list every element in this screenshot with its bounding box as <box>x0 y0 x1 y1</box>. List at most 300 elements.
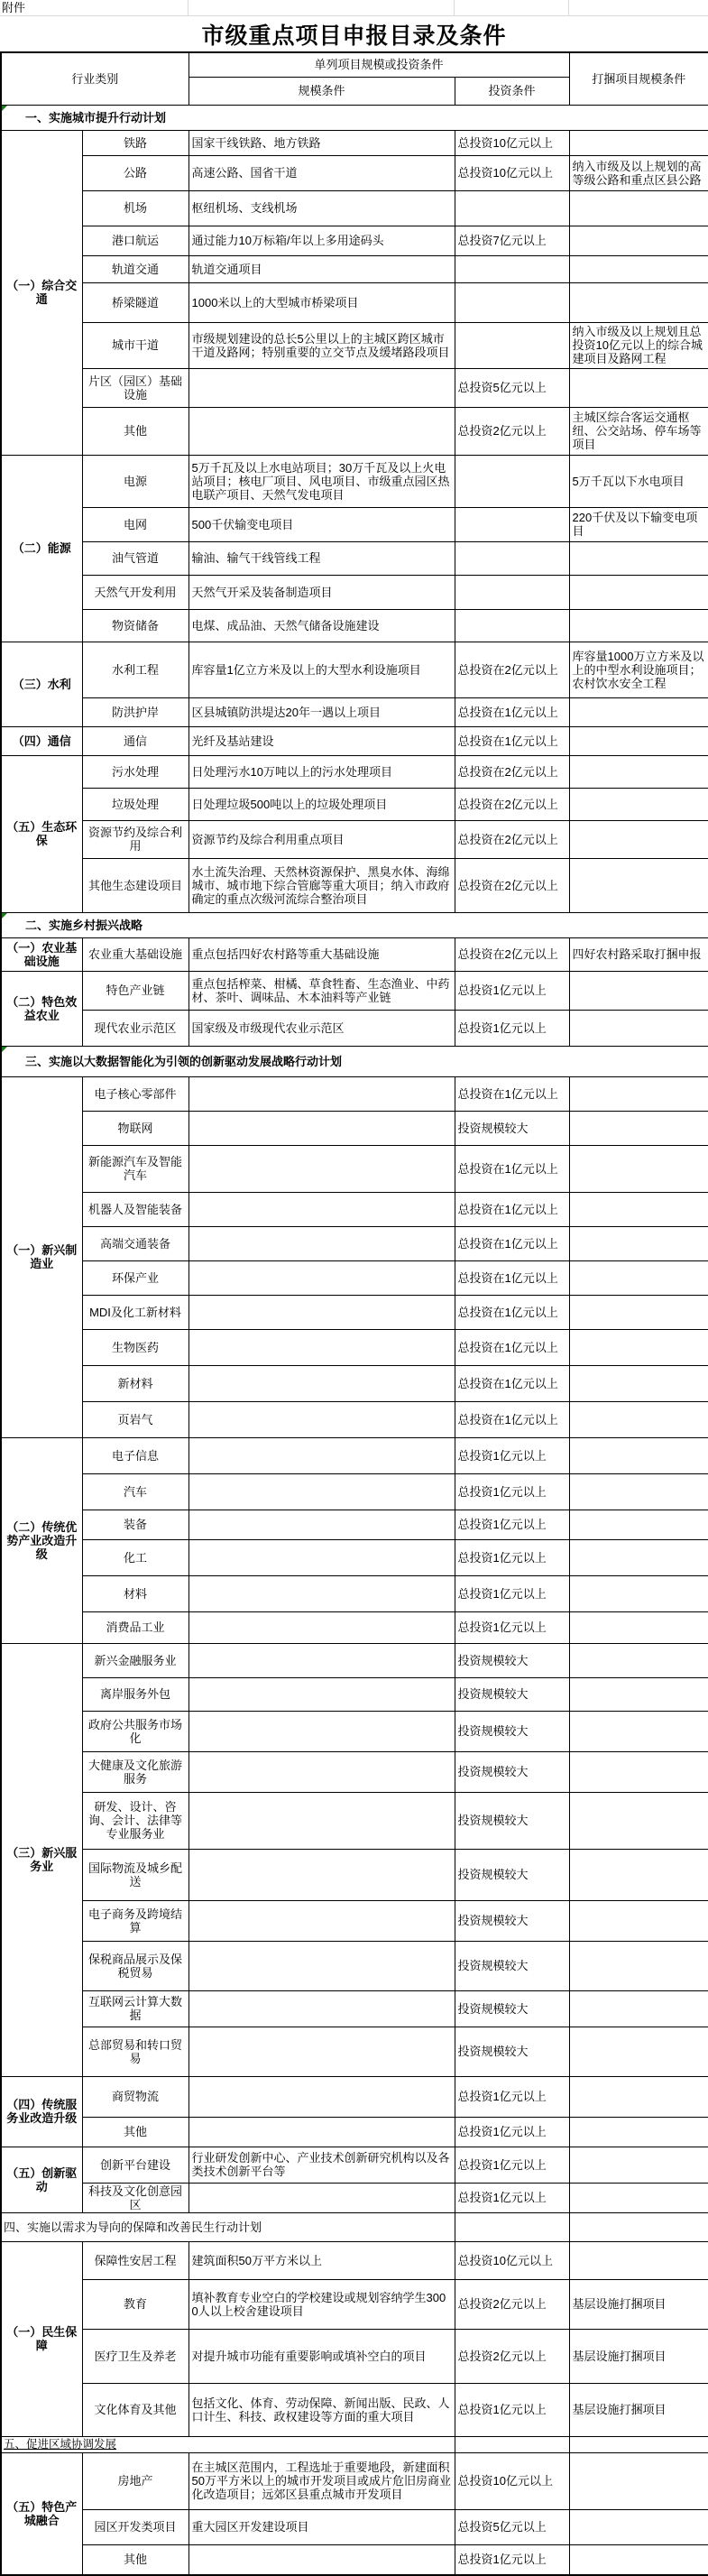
cell-scale: 500千伏输变电项目 <box>188 507 455 541</box>
cell-investment: 总投资1亿元以上 <box>455 1611 569 1643</box>
cell-scale: 国家级及市级现代农业示范区 <box>188 1010 455 1046</box>
header-industry-category: 行业类别 <box>1 52 188 105</box>
section-title: 二、实施乡村振兴战略 <box>1 912 708 937</box>
table-row <box>1 368 708 407</box>
section-title: 四、实施以需求为导向的保障和改善民生行动计划 <box>1 2212 455 2241</box>
cell-investment: 总投资10亿元以上 <box>455 155 569 190</box>
cell-category: 互联网云计算大数据 <box>82 1990 188 2027</box>
cell-bundle <box>569 541 708 575</box>
table-row <box>1 2027 708 2076</box>
cell-bundle <box>569 282 708 322</box>
cell-category: 页岩气 <box>82 1401 188 1437</box>
cell-scale <box>188 1111 455 1145</box>
cell-bundle <box>569 2076 708 2117</box>
cell-investment: 总投资1亿元以上 <box>455 2117 569 2147</box>
cell-category: 材料 <box>82 1575 188 1611</box>
cell-scale <box>188 1792 455 1849</box>
cell-bundle <box>569 1611 708 1643</box>
cell-scale <box>188 1849 455 1900</box>
cell-scale <box>188 1575 455 1611</box>
cell-bundle <box>569 1849 708 1900</box>
cell-category: 电网 <box>82 507 188 541</box>
cell-investment: 总投资在1亿元以上 <box>455 1295 569 1329</box>
cell-bundle <box>569 575 708 609</box>
table-row <box>1 1510 708 1539</box>
cell-category: 新材料 <box>82 1365 188 1401</box>
cell-category: 新兴金融服务业 <box>82 1643 188 1677</box>
cell-bundle: 主城区综合客运交通枢纽、公交站场、停车场等项目 <box>569 407 708 455</box>
table-row <box>1 1401 708 1437</box>
cell-bundle <box>569 130 708 155</box>
table-row <box>1 190 708 226</box>
group-cell: （二）能源 <box>1 455 82 642</box>
cell-investment <box>455 190 569 226</box>
cell-bundle <box>569 971 708 1010</box>
cell-bundle: 纳入市级及以上规划的高等级公路和重点区县公路 <box>569 155 708 190</box>
cell-scale: 国家干线铁路、地方铁路 <box>188 130 455 155</box>
cell-investment: 总投资10亿元以上 <box>455 130 569 155</box>
cell-category: 消费品工业 <box>82 1611 188 1643</box>
cell-bundle <box>569 1401 708 1437</box>
cell-category: 其他 <box>82 407 188 455</box>
cell-investment: 总投资在2亿元以上 <box>455 937 569 971</box>
cell-category: 物联网 <box>82 1111 188 1145</box>
cell-scale <box>188 1365 455 1401</box>
section-title: 一、实施城市提升行动计划 <box>1 105 708 130</box>
cell-category: 垃圾处理 <box>82 788 188 820</box>
table-row <box>1 1295 708 1329</box>
table-row <box>1 1473 708 1510</box>
cell-investment: 投资规模较大 <box>455 1792 569 1849</box>
cell-bundle <box>569 1260 708 1295</box>
section-row <box>1 2436 708 2452</box>
cell-scale <box>188 1643 455 1677</box>
cell-investment: 总投资1亿元以上 <box>455 2147 569 2183</box>
cell-bundle <box>569 609 708 642</box>
table-row <box>1 282 708 322</box>
cell-bundle: 纳入市级及以上规划且总投资10亿元以上的综合城建项目及路网工程 <box>569 322 708 368</box>
cell-investment: 总投资2亿元以上 <box>455 407 569 455</box>
cell-investment: 总投资1亿元以上 <box>455 1575 569 1611</box>
table-row <box>1 755 708 788</box>
cell-investment: 总投资1亿元以上 <box>455 971 569 1010</box>
table-row <box>1 937 708 971</box>
header-row-1 <box>1 52 708 77</box>
table-row <box>1 642 708 697</box>
table-row <box>1 726 708 755</box>
cell-investment: 总投资1亿元以上 <box>455 1437 569 1473</box>
section-empty-cell <box>455 2436 569 2452</box>
cell-bundle <box>569 1510 708 1539</box>
table-row <box>1 1849 708 1900</box>
cell-scale: 在主城区范围内，工程选址于重要地段，新建面积50万平方米以上的城市开发项目或成片危旧房商业化改造项目；远郊区县重点城市开发项目 <box>188 2452 455 2509</box>
cell-scale <box>188 1295 455 1329</box>
cell-investment <box>455 575 569 609</box>
cell-investment: 总投资10亿元以上 <box>455 2452 569 2509</box>
header-scale-condition: 规模条件 <box>188 77 455 105</box>
cell-category: 化工 <box>82 1539 188 1575</box>
cell-investment: 投资规模较大 <box>455 1643 569 1677</box>
cell-scale: 资源节约及综合利用重点项目 <box>188 820 455 858</box>
table-row <box>1 2509 708 2544</box>
cell-scale <box>188 1751 455 1792</box>
cell-scale: 重点包括榨菜、柑橘、草食牲畜、生态渔业、中药材、茶叶、调味品、木本油料等产业链 <box>188 971 455 1010</box>
cell-scale: 日处理污水10万吨以上的污水处理项目 <box>188 755 455 788</box>
table-row <box>1 1365 708 1401</box>
cell-scale <box>188 2076 455 2117</box>
cell-investment: 投资规模较大 <box>455 1990 569 2027</box>
group-cell: （一）民生保障 <box>1 2241 82 2436</box>
cell-investment: 总投资在2亿元以上 <box>455 788 569 820</box>
cell-bundle: 5万千瓦以下水电项目 <box>569 455 708 507</box>
cell-scale <box>188 1900 455 1941</box>
cell-bundle <box>569 226 708 255</box>
cell-bundle <box>569 2452 708 2509</box>
cell-category: 环保产业 <box>82 1260 188 1295</box>
attachment-label: 附件 <box>2 1 26 14</box>
cell-investment: 总投资在1亿元以上 <box>455 1260 569 1295</box>
cell-scale <box>188 1401 455 1437</box>
cell-scale: 区县城镇防洪堤达20年一遇以上项目 <box>188 697 455 726</box>
cell-scale: 高速公路、国省干道 <box>188 155 455 190</box>
cell-investment: 总投资1亿元以上 <box>455 2383 569 2436</box>
cell-scale: 输油、输气干线管线工程 <box>188 541 455 575</box>
cell-bundle <box>569 1792 708 1849</box>
table-row <box>1 1437 708 1473</box>
cell-investment: 总投资在1亿元以上 <box>455 1401 569 1437</box>
table-row <box>1 1329 708 1365</box>
table-row <box>1 130 708 155</box>
cell-bundle <box>569 1751 708 1792</box>
cell-scale <box>188 2027 455 2076</box>
cell-category: 创新平台建设 <box>82 2147 188 2183</box>
cell-category: 机器人及智能装备 <box>82 1192 188 1226</box>
cell-investment <box>455 322 569 368</box>
cell-bundle <box>569 1329 708 1365</box>
cell-category: 污水处理 <box>82 755 188 788</box>
cell-investment: 总投资在1亿元以上 <box>455 697 569 726</box>
cell-category: 园区开发类项目 <box>82 2509 188 2544</box>
header-bundled-condition: 打捆项目规模条件 <box>569 52 708 105</box>
cell-category: 电子核心零部件 <box>82 1076 188 1111</box>
table-row <box>1 2329 708 2383</box>
cell-category: 大健康及文化旅游服务 <box>82 1751 188 1792</box>
cell-investment: 总投资2亿元以上 <box>455 2329 569 2383</box>
table-row <box>1 2241 708 2279</box>
cell-scale <box>188 368 455 407</box>
cell-category: 特色产业链 <box>82 971 188 1010</box>
section-title: 三、实施以大数据智能化为引领的创新驱动发展战略行动计划 <box>1 1046 708 1076</box>
cell-scale: 电煤、成品油、天然气储备设施建设 <box>188 609 455 642</box>
cell-category: 现代农业示范区 <box>82 1010 188 1046</box>
cell-bundle <box>569 1437 708 1473</box>
cell-category: 防洪护岸 <box>82 697 188 726</box>
cell-investment: 投资规模较大 <box>455 1111 569 1145</box>
table-row <box>1 1145 708 1192</box>
cell-bundle <box>569 2147 708 2183</box>
cell-category: 油气管道 <box>82 541 188 575</box>
cell-bundle: 库容量1000万立方米及以上的中型水利设施项目；农村饮水安全工程 <box>569 642 708 697</box>
table-row <box>1 1677 708 1711</box>
cell-investment: 投资规模较大 <box>455 1751 569 1792</box>
table-row <box>1 1751 708 1792</box>
group-cell: （一）新兴制造业 <box>1 1076 82 1437</box>
cell-bundle <box>569 1711 708 1751</box>
cell-investment: 总投资1亿元以上 <box>455 2544 569 2575</box>
cell-bundle <box>569 190 708 226</box>
cell-category: 电源 <box>82 455 188 507</box>
cell-scale <box>188 1677 455 1711</box>
section-row <box>1 912 708 937</box>
section-empty-cell <box>569 2436 708 2452</box>
group-cell: （五）生态环保 <box>1 755 82 912</box>
section-row <box>1 105 708 130</box>
cell-investment: 总投资1亿元以上 <box>455 1510 569 1539</box>
cell-investment: 投资规模较大 <box>455 1941 569 1990</box>
cell-scale <box>188 1990 455 2027</box>
cell-bundle <box>569 1145 708 1192</box>
cell-bundle <box>569 755 708 788</box>
cell-investment <box>455 282 569 322</box>
cell-scale: 填补教育专业空白的学校建设或规划容纳学生3000人以上校舍建设项目 <box>188 2279 455 2329</box>
cell-category: 桥梁隧道 <box>82 282 188 322</box>
table-row <box>1 788 708 820</box>
cell-bundle: 220千伏及以下输变电项目 <box>569 507 708 541</box>
cell-investment: 投资规模较大 <box>455 2027 569 2076</box>
cell-investment: 投资规模较大 <box>455 1677 569 1711</box>
cell-scale: 对提升城市功能有重要影响或填补空白的项目 <box>188 2329 455 2383</box>
cell-investment: 投资规模较大 <box>455 1711 569 1751</box>
cell-category: MDI及化工新材料 <box>82 1295 188 1329</box>
cell-investment: 总投资在1亿元以上 <box>455 1076 569 1111</box>
cell-category: 房地产 <box>82 2452 188 2509</box>
cell-bundle <box>569 1226 708 1260</box>
group-cell: （二）传统优势产业改造升级 <box>1 1437 82 1643</box>
cell-category: 文化体育及其他 <box>82 2383 188 2436</box>
table-row <box>1 2117 708 2147</box>
cell-category: 保障性安居工程 <box>82 2241 188 2279</box>
table-row <box>1 1611 708 1643</box>
group-cell: （五）特色产城融合 <box>1 2452 82 2575</box>
cell-investment <box>455 455 569 507</box>
cell-investment: 投资规模较大 <box>455 1849 569 1900</box>
table-row <box>1 2279 708 2329</box>
cell-bundle <box>569 820 708 858</box>
gridline <box>454 0 455 15</box>
section-empty-cell <box>569 2212 708 2241</box>
cell-category: 电子信息 <box>82 1437 188 1473</box>
table-row <box>1 1575 708 1611</box>
table-row <box>1 1226 708 1260</box>
cell-bundle <box>569 1539 708 1575</box>
table-row <box>1 407 708 455</box>
cell-bundle <box>569 1677 708 1711</box>
table-row <box>1 2383 708 2436</box>
cell-investment <box>455 541 569 575</box>
cell-scale: 5万千瓦及以上水电站项目；30万千瓦及以上火电站项目；核电厂项目、风电项目、市级重点园区热电联产项目、天然气发电项目 <box>188 455 455 507</box>
cell-investment: 总投资5亿元以上 <box>455 2509 569 2544</box>
cell-category: 教育 <box>82 2279 188 2329</box>
table-row <box>1 1643 708 1677</box>
section-row <box>1 2212 708 2241</box>
cell-category: 研发、设计、咨询、会计、法律等专业服务业 <box>82 1792 188 1849</box>
cell-scale: 重点包括四好农村路等重大基础设施 <box>188 937 455 971</box>
cell-scale <box>188 1260 455 1295</box>
cell-bundle <box>569 858 708 912</box>
cell-bundle <box>569 1111 708 1145</box>
table-row <box>1 858 708 912</box>
table-row <box>1 1941 708 1990</box>
table-row <box>1 322 708 368</box>
cell-category: 其他 <box>82 2544 188 2575</box>
table-row <box>1 255 708 282</box>
table-row <box>1 226 708 255</box>
cell-category: 资源节约及综合利用 <box>82 820 188 858</box>
table-row <box>1 507 708 541</box>
cell-bundle <box>569 2027 708 2076</box>
cell-bundle <box>569 2183 708 2212</box>
cell-bundle <box>569 1473 708 1510</box>
section-row <box>1 1046 708 1076</box>
cell-category: 新能源汽车及智能汽车 <box>82 1145 188 1192</box>
table-row <box>1 575 708 609</box>
cell-bundle <box>569 726 708 755</box>
section-title: 五、促进区域协调发展 <box>1 2436 455 2452</box>
cell-scale <box>188 1192 455 1226</box>
cell-investment: 总投资在1亿元以上 <box>455 1145 569 1192</box>
cell-category: 水利工程 <box>82 642 188 697</box>
cell-bundle <box>569 1575 708 1611</box>
cell-category: 机场 <box>82 190 188 226</box>
table-row <box>1 1260 708 1295</box>
cell-category: 医疗卫生及养老 <box>82 2329 188 2383</box>
cell-category: 电子商务及跨境结算 <box>82 1900 188 1941</box>
table-row <box>1 1111 708 1145</box>
cell-bundle <box>569 2241 708 2279</box>
cell-investment: 总投资在1亿元以上 <box>455 1365 569 1401</box>
table-row <box>1 1711 708 1751</box>
catalog-table <box>0 51 708 2576</box>
table-row <box>1 1900 708 1941</box>
cell-category: 轨道交通 <box>82 255 188 282</box>
cell-category: 天然气开发利用 <box>82 575 188 609</box>
cell-scale <box>188 1711 455 1751</box>
table-row <box>1 155 708 190</box>
cell-category: 政府公共服务市场化 <box>82 1711 188 1751</box>
cell-category: 科技及文化创意园区 <box>82 2183 188 2212</box>
cell-category: 商贸物流 <box>82 2076 188 2117</box>
table-row <box>1 609 708 642</box>
cell-scale: 通过能力10万标箱/年以上多用途码头 <box>188 226 455 255</box>
cell-category: 国际物流及城乡配送 <box>82 1849 188 1900</box>
cell-investment: 投资规模较大 <box>455 1900 569 1941</box>
cell-bundle <box>569 1192 708 1226</box>
cell-bundle <box>569 2544 708 2575</box>
cell-category: 其他 <box>82 2117 188 2147</box>
cell-bundle <box>569 255 708 282</box>
cell-bundle: 基层设施打捆项目 <box>569 2329 708 2383</box>
cell-category: 通信 <box>82 726 188 755</box>
table-row <box>1 541 708 575</box>
cell-scale <box>188 1611 455 1643</box>
cell-category: 片区（园区）基础设施 <box>82 368 188 407</box>
group-cell: （四）传统服务业改造升级 <box>1 2076 82 2147</box>
cell-category: 汽车 <box>82 1473 188 1510</box>
table-row <box>1 455 708 507</box>
cell-category: 高端交通装备 <box>82 1226 188 1260</box>
table-row <box>1 2147 708 2183</box>
cell-scale <box>188 1226 455 1260</box>
cell-scale: 库容量1亿立方米及以上的大型水利设施项目 <box>188 642 455 697</box>
cell-bundle <box>569 1900 708 1941</box>
cell-bundle: 基层设施打捆项目 <box>569 2279 708 2329</box>
cell-investment <box>455 507 569 541</box>
cell-scale <box>188 1076 455 1111</box>
cell-scale <box>188 1437 455 1473</box>
table-row <box>1 2452 708 2509</box>
cell-scale: 市级规划建设的总长5公里以上的主城区跨区城市干道及路网；特别重要的立交节点及缓堵路段项目 <box>188 322 455 368</box>
section-empty-cell <box>455 2212 569 2241</box>
cell-category: 生物医药 <box>82 1329 188 1365</box>
cell-scale <box>188 1539 455 1575</box>
cell-category: 港口航运 <box>82 226 188 255</box>
cell-bundle <box>569 1941 708 1990</box>
cell-bundle <box>569 697 708 726</box>
cell-bundle <box>569 1365 708 1401</box>
table-row <box>1 2183 708 2212</box>
cell-bundle <box>569 2509 708 2544</box>
cell-scale: 枢纽机场、支线机场 <box>188 190 455 226</box>
cell-scale: 1000米以上的大型城市桥梁项目 <box>188 282 455 322</box>
cell-category: 铁路 <box>82 130 188 155</box>
cell-category: 装备 <box>82 1510 188 1539</box>
cell-bundle <box>569 1295 708 1329</box>
cell-scale <box>188 1145 455 1192</box>
table-row <box>1 971 708 1010</box>
cell-scale <box>188 1329 455 1365</box>
cell-investment: 总投资10亿元以上 <box>455 2241 569 2279</box>
cell-bundle <box>569 2117 708 2147</box>
cell-category: 城市干道 <box>82 322 188 368</box>
cell-investment: 总投资7亿元以上 <box>455 226 569 255</box>
cell-category: 公路 <box>82 155 188 190</box>
group-cell: （一）农业基础设施 <box>1 937 82 971</box>
group-cell: （三）新兴服务业 <box>1 1643 82 2076</box>
cell-bundle <box>569 1643 708 1677</box>
cell-investment: 总投资1亿元以上 <box>455 2076 569 2117</box>
cell-investment: 总投资2亿元以上 <box>455 2279 569 2329</box>
cell-category: 其他生态建设项目 <box>82 858 188 912</box>
cell-scale <box>188 2183 455 2212</box>
group-cell: （一）综合交通 <box>1 130 82 455</box>
cell-investment: 总投资1亿元以上 <box>455 1539 569 1575</box>
cell-category: 离岸服务外包 <box>82 1677 188 1711</box>
cell-investment <box>455 609 569 642</box>
cell-scale: 包括文化、体育、劳动保障、新闻出版、民政、人口计生、科技、政权建设等方面的重大项目 <box>188 2383 455 2436</box>
cell-scale: 日处理垃圾500吨以上的垃圾处理项目 <box>188 788 455 820</box>
table-row <box>1 1076 708 1111</box>
cell-category: 物资储备 <box>82 609 188 642</box>
cell-bundle: 四好农村路采取打捆申报 <box>569 937 708 971</box>
table-row <box>1 2544 708 2575</box>
cell-scale: 轨道交通项目 <box>188 255 455 282</box>
cell-investment: 总投资1亿元以上 <box>455 1473 569 1510</box>
cell-investment: 总投资在1亿元以上 <box>455 726 569 755</box>
header-investment-condition: 投资条件 <box>455 77 569 105</box>
cell-bundle: 基层设施打捆项目 <box>569 2383 708 2436</box>
cell-investment: 总投资在1亿元以上 <box>455 1226 569 1260</box>
attachment-row <box>0 0 708 16</box>
